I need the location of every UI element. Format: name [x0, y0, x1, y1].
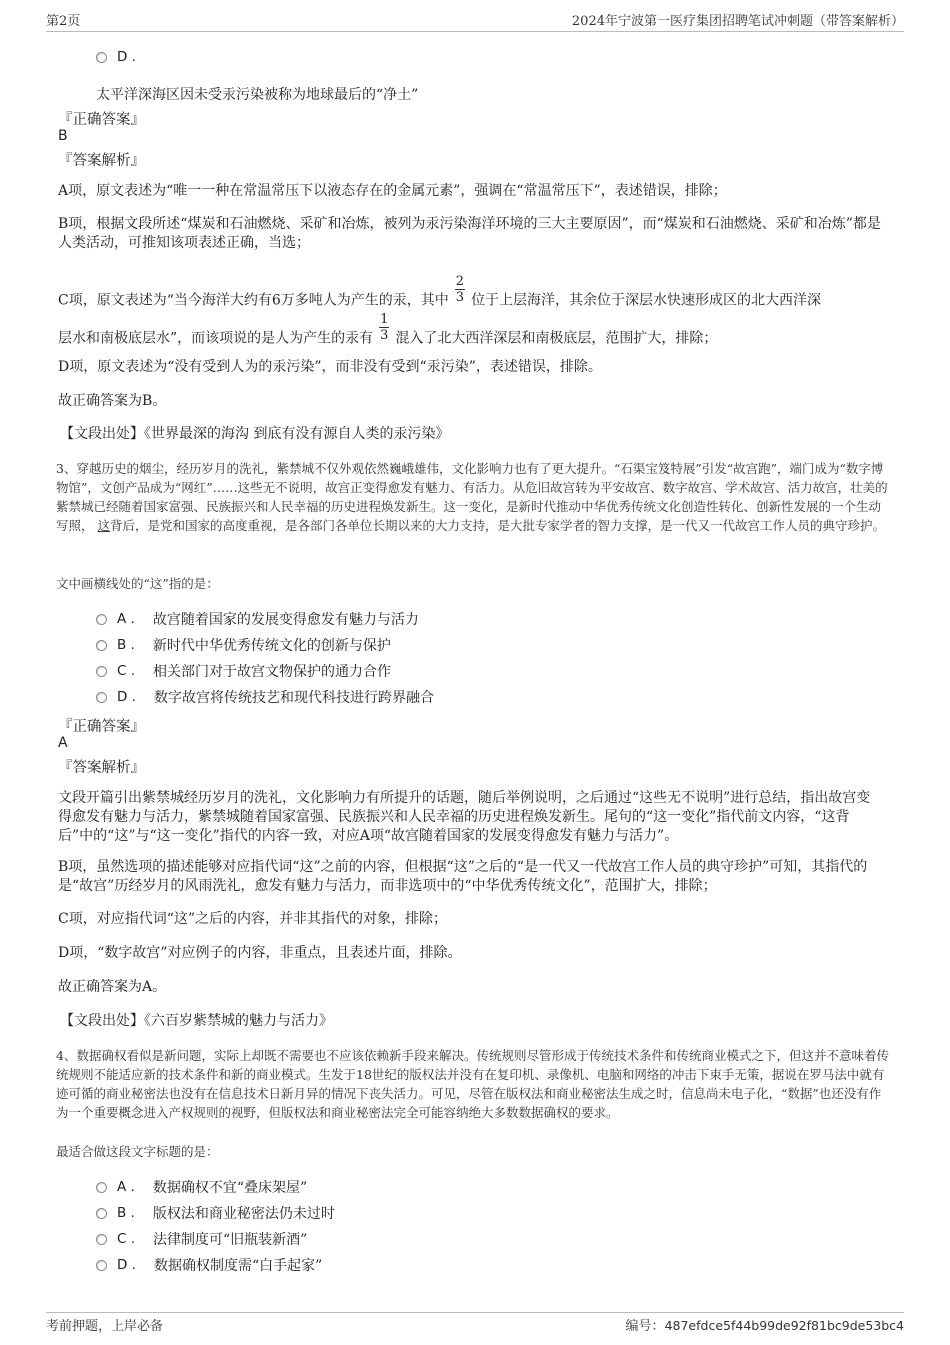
radio-icon[interactable]: [96, 1260, 107, 1271]
q3-option-b[interactable]: [96, 635, 391, 655]
q3-analysis-b: B项，虽然选项的描述能够对应指代词“这”之前的内容，但根据“这”之后的“是一代又一代故宫工作人员的典守珍护”可知，其指代的是“故宫”历经岁月的风雨洗礼，愈发有魅力与活力，而非选项中的“中华优秀传统文化”，范围扩大，排除；: [58, 859, 868, 894]
q2-conclusion: 故正确答案为B。: [58, 393, 167, 409]
radio-icon[interactable]: [96, 692, 107, 703]
fraction-two-thirds: [455, 274, 465, 305]
radio-icon[interactable]: [96, 640, 107, 651]
q3-passage-part2: 背后，是党和国家的高度重视，是各部门各单位长期以来的大力支持，是大批专家学者的智力支撑，是一代又一代故宫工作人员的典守珍护。: [110, 518, 886, 533]
q3-option-a[interactable]: [96, 609, 419, 629]
option-letter: B .: [117, 1205, 135, 1221]
page-number: 第2页: [46, 14, 81, 29]
q3-analysis-c: C项，对应指代词“这”之后的内容，并非其指代的对象，排除；: [58, 911, 448, 927]
radio-icon[interactable]: [96, 1234, 107, 1245]
option-letter: D .: [117, 49, 136, 65]
option-text: 新时代中华优秀传统文化的创新与保护: [152, 638, 391, 654]
radio-icon[interactable]: [96, 614, 107, 625]
footer-slogan: 考前押题，上岸必备: [46, 1319, 164, 1334]
document-id-value: 487efdce5f44b99de92f81bc9de53bc4: [664, 1318, 904, 1333]
option-letter: D .: [117, 689, 136, 705]
q3-option-c[interactable]: [96, 661, 391, 681]
q2-option-d[interactable]: [96, 49, 154, 65]
q2-analysis-c-line1: [58, 274, 884, 316]
q3-option-d[interactable]: [96, 687, 434, 707]
radio-icon[interactable]: [96, 666, 107, 677]
radio-icon[interactable]: [96, 1208, 107, 1219]
q4-stem: 最适合做这段文字标题的是：: [56, 1144, 219, 1159]
q3-passage: [56, 459, 892, 535]
option-letter: B .: [117, 637, 135, 653]
radio-icon[interactable]: [96, 1182, 107, 1193]
header-divider: [46, 31, 904, 32]
q2-analysis-d: D项，原文表述为“没有受到人为的汞污染”，而非没有受到“汞污染”，表述错误，排除。: [58, 359, 602, 375]
q4-option-b[interactable]: [96, 1203, 335, 1223]
option-letter: A .: [117, 1179, 135, 1195]
q2-source: 【文段出处】《世界最深的海沟 到底有没有源自人类的汞污染》: [60, 426, 450, 442]
fraction-one-third: [379, 312, 389, 343]
analysis-label: 『答案解析』: [58, 760, 145, 776]
q2-option-d-text: 太平洋深海区因未受汞污染被称为地球最后的“净土”: [96, 87, 419, 103]
document-id: [626, 1315, 904, 1334]
q3-stem: 文中画横线处的“这”指的是：: [56, 576, 219, 591]
fraction-numerator: 1: [380, 312, 389, 327]
correct-answer-value: B: [58, 128, 68, 144]
q2-analysis-c-line2a: 层水和南极底层水”，而该项说的是人为产生的汞有: [58, 330, 374, 347]
correct-answer-value: A: [58, 735, 68, 751]
q3-analysis-main: 文段开篇引出紫禁城经历岁月的洗礼，文化影响力有所提升的话题，随后举例说明，之后通过“这些无不说明”进行总结，指出故宫变得愈发有魅力与活力，紫禁城随着国家富强、民族振兴和人民幸福的历史进程焕发新生。尾句的“这一变化”指代前文内容，“这背后”中的“这”与“这一变化”指代的内容一致，对应A项“故宫随着国家的发展变得愈发有魅力与活力”。: [58, 790, 871, 844]
option-letter: C .: [117, 663, 136, 679]
footer-divider: [46, 1312, 904, 1313]
option-letter: C .: [117, 1231, 136, 1247]
document-title: 2024年宁波第一医疗集团招聘笔试冲刺题（带答案解析）: [571, 14, 904, 29]
q3-analysis-d: D项，“数字故宫”对应例子的内容，非重点，且表述片面，排除。: [58, 945, 462, 961]
q2-analysis-c-line2b: 混入了北大西洋深层和南极底层，范围扩大，排除；: [395, 330, 718, 347]
option-text: 版权法和商业秘密法仍未过时: [152, 1206, 335, 1222]
option-text: 数据确权制度需“白手起家”: [153, 1258, 323, 1274]
correct-answer-label: 『正确答案』: [58, 719, 145, 735]
q4-option-a[interactable]: [96, 1177, 307, 1197]
option-text: 故宫随着国家的发展变得愈发有魅力与活力: [152, 612, 419, 628]
q2-analysis-c-line2: [58, 312, 884, 354]
option-text: 相关部门对于故宫文物保护的通力合作: [153, 664, 392, 680]
q4-passage: 4、数据确权看似是新问题，实际上却既不需要也不应该依赖新手段来解决。传统规则尽管形成于传统技术条件和传统商业模式之下，但这并不意味着传统规则不能适应新的技术条件和新的商业模式。生发于18世纪的版权法并没有在复印机、录像机、电脑和网络的冲击下束手无策，据说在罗马法中就有迹可循的商业秘密法也没有在信息技术日新月异的情况下丧失活力。可见，尽管在版权法和商业秘密法生成之时，信息尚未电子化，“数据”也还没有作为一个重要概念进入产权规则的视野，但版权法和商业秘密法完全可能容纳绝大多数数据确权的要求。: [56, 1048, 889, 1120]
q2-analysis-b: B项，根据文段所述“煤炭和石油燃烧、采矿和冶炼，被列为汞污染海洋环境的三大主要原因”，而“煤炭和石油燃烧、采矿和冶炼”都是人类活动，可推知该项表述正确，当选；: [58, 216, 881, 251]
q3-source: 【文段出处】《六百岁紫禁城的魅力与活力》: [60, 1013, 333, 1029]
document-id-label: 编号：: [625, 1319, 665, 1334]
correct-answer-label: 『正确答案』: [58, 112, 145, 128]
analysis-label: 『答案解析』: [58, 153, 145, 169]
q2-analysis-c-line1b: 位于上层海洋，其余位于深层水快速形成区的北大西洋深: [471, 292, 822, 309]
fraction-denominator: 3: [455, 290, 465, 305]
q4-option-d[interactable]: [96, 1255, 322, 1275]
q4-option-c[interactable]: [96, 1229, 307, 1249]
q2-analysis-a: A项，原文表述为“唯一一种在常温常压下以液态存在的金属元素”，强调在“常温常压下”，表述错误，排除；: [58, 183, 727, 199]
radio-icon[interactable]: [96, 52, 107, 63]
option-letter: A .: [117, 611, 135, 627]
option-text: 数据确权不宜“叠床架屋”: [152, 1180, 308, 1196]
fraction-numerator: 2: [455, 274, 465, 289]
q3-passage-part1: 3、穿越历史的烟尘，经历岁月的洗礼，紫禁城不仅外观依然巍峨雄伟，文化影响力也有了更大提升。“石渠宝笈特展”引发“故宫跑”，端门成为“数字博物馆”，文创产品成为“网红”……这些无不说明，故宫正变得愈发有魅力、有活力。从危旧故宫转为平安故宫、数字故宫、学术故宫、活力故宫，壮美的紫禁城已经随着国家富强、民族振兴和人民幸福的历史进程焕发新生。这一变化，是新时代推动中华优秀传统文化创造性转化、创新性发展的一个生动写照，: [56, 461, 888, 533]
option-text: 数字故宫将传统技艺和现代科技进行跨界融合: [153, 690, 434, 706]
fraction-denominator: 3: [380, 328, 389, 343]
q3-underlined-word: 这: [97, 518, 111, 533]
q2-analysis-c-line1a: C项，原文表述为“当今海洋大约有6万多吨人为产生的汞，其中: [58, 292, 449, 309]
option-letter: D .: [117, 1257, 136, 1273]
q3-conclusion: 故正确答案为A。: [58, 979, 167, 995]
option-text: 法律制度可“旧瓶装新酒”: [153, 1232, 308, 1248]
